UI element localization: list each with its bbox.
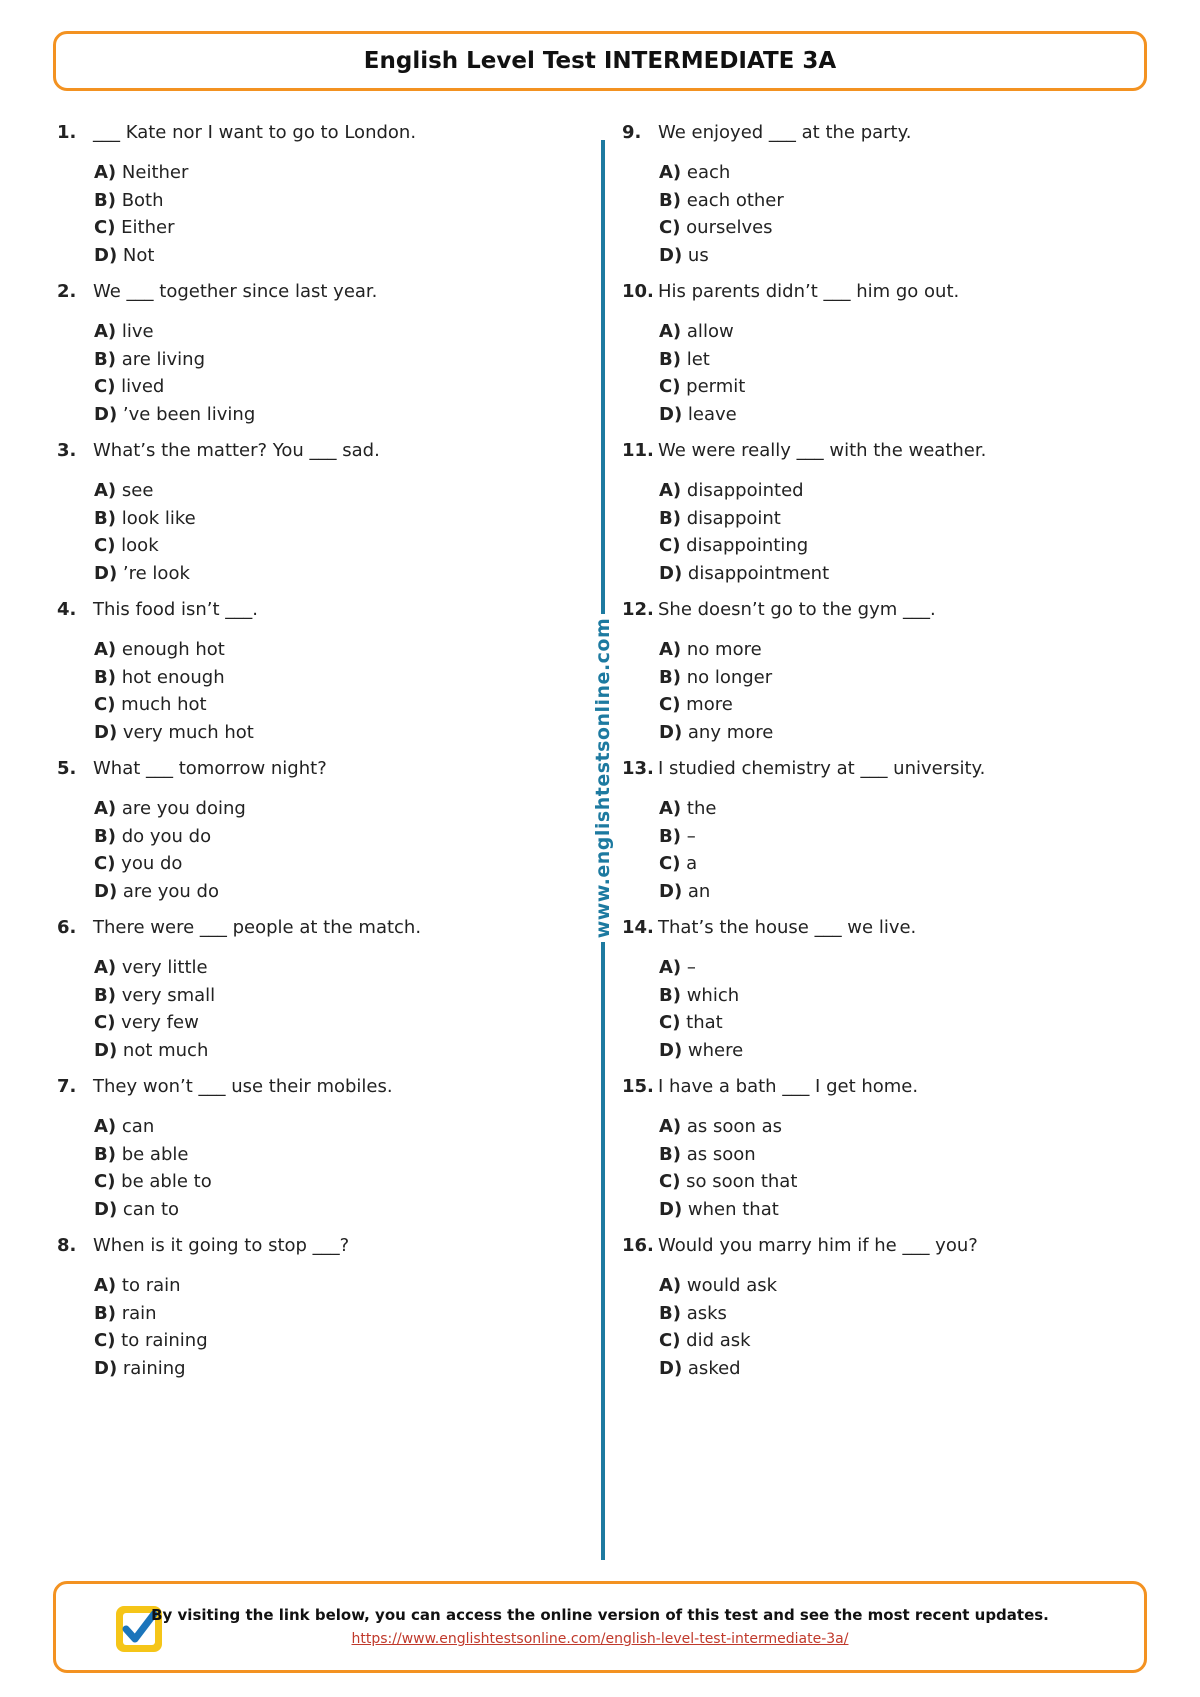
option-text: ’re look [122,562,190,584]
option-letter: D) [659,1357,683,1379]
answer-options [94,1272,557,1382]
question-text: His parents didn’t ___ him go out. [658,281,960,302]
answer-option[interactable] [659,850,1122,878]
option-text: hot enough [121,666,225,688]
column-divider-top [601,140,605,614]
option-text: did ask [686,1330,751,1351]
answer-option[interactable] [659,505,1122,533]
option-text: disappoint [686,507,781,529]
answer-option[interactable] [659,823,1122,851]
answer-option[interactable] [659,187,1122,215]
option-text: leave [687,403,737,425]
question-text: She doesn’t go to the gym ___. [658,599,936,620]
answer-option[interactable] [94,823,557,851]
option-letter: A) [94,1116,117,1137]
question-line [57,757,557,781]
question-line [57,916,557,940]
question-item [57,916,557,1075]
option-text: are living [121,348,206,370]
option-text: as soon [686,1143,756,1165]
answer-option[interactable] [659,1272,1122,1300]
answer-options [94,636,557,746]
question-line [57,439,557,463]
question-number: 2. [57,281,77,302]
option-text: – [686,825,696,847]
option-text: Neither [121,162,189,183]
answer-option[interactable] [94,242,557,270]
answer-options [94,477,557,587]
answer-option[interactable] [659,664,1122,692]
option-text: do you do [121,825,212,847]
answer-options [94,954,557,1064]
option-text: an [687,880,711,902]
option-letter: B) [94,825,116,847]
option-text: very little [121,957,208,978]
option-text: rain [121,1302,157,1324]
answer-option[interactable] [659,1037,1122,1065]
answer-option[interactable] [659,636,1122,664]
option-text: you do [121,853,183,874]
question-line [622,280,1122,304]
option-letter: D) [659,562,683,584]
answer-option[interactable] [659,1196,1122,1224]
answer-option[interactable] [94,1272,557,1300]
option-text: disappointment [687,562,830,584]
answer-option[interactable] [94,214,557,242]
question-number: 1. [57,122,77,143]
option-text: are you doing [121,798,246,819]
option-letter: C) [94,1330,116,1351]
answer-option[interactable] [94,1196,557,1224]
option-letter: D) [94,244,118,266]
option-letter: D) [94,403,118,425]
answer-option[interactable] [94,159,557,187]
option-letter: B) [94,189,116,211]
option-letter: B) [659,189,681,211]
option-letter: A) [94,321,117,342]
answer-options [94,795,557,905]
answer-options [659,477,1122,587]
question-item [622,1234,1122,1393]
option-text: see [121,480,154,501]
answer-option[interactable] [94,505,557,533]
option-text: us [687,244,709,266]
question-number: 12. [622,599,654,620]
option-text: Both [121,189,164,211]
answer-option[interactable] [659,532,1122,560]
answer-option[interactable] [94,795,557,823]
option-letter: C) [659,217,681,238]
question-line [57,598,557,622]
option-letter: A) [94,1275,117,1296]
answer-option[interactable] [94,982,557,1010]
answer-option[interactable] [94,373,557,401]
answer-option[interactable] [659,373,1122,401]
question-item [622,1075,1122,1234]
option-letter: B) [94,984,116,1006]
question-text: I studied chemistry at ___ university. [658,758,986,779]
option-text: which [686,984,740,1006]
question-number: 3. [57,440,77,461]
answer-option[interactable] [94,664,557,692]
question-item [622,280,1122,439]
answer-option[interactable] [659,1141,1122,1169]
answer-options [659,318,1122,428]
answer-option[interactable] [94,636,557,664]
answer-option[interactable] [659,159,1122,187]
option-text: so soon that [686,1171,798,1192]
option-letter: D) [94,562,118,584]
question-text: We ___ together since last year. [93,281,378,302]
option-text: Either [121,217,175,238]
option-letter: A) [94,957,117,978]
question-item [57,280,557,439]
footer-notice: By visiting the link below, you can access the online version of this test and see the most recent updates. [151,1606,1049,1624]
option-letter: A) [659,1116,682,1137]
right-question-column [622,121,1122,1393]
question-text: When is it going to stop ___? [93,1235,350,1256]
option-text: ’ve been living [122,403,256,425]
answer-option[interactable] [94,532,557,560]
option-letter: D) [94,880,118,902]
option-letter: D) [659,721,683,743]
option-text: lived [121,376,165,397]
option-text: very few [121,1012,199,1033]
answer-option[interactable] [94,954,557,982]
option-letter: B) [659,666,681,688]
option-letter: B) [659,984,681,1006]
question-number: 15. [622,1076,654,1097]
option-letter: D) [94,1198,118,1220]
option-text: a [686,853,698,874]
option-text: each [686,162,731,183]
answer-options [94,318,557,428]
question-item [57,1075,557,1234]
question-text: We enjoyed ___ at the party. [658,122,912,143]
answer-options [659,1113,1122,1223]
question-text: That’s the house ___ we live. [658,917,917,938]
option-letter: B) [659,507,681,529]
question-text: We were really ___ with the weather. [658,440,987,461]
option-letter: A) [659,480,682,501]
question-text: What ___ tomorrow night? [93,758,327,779]
option-letter: D) [659,403,683,425]
answer-option[interactable] [659,1113,1122,1141]
option-text: disappointed [686,480,804,501]
answer-option[interactable] [94,1168,557,1196]
answer-option[interactable] [94,346,557,374]
answer-option[interactable] [94,1037,557,1065]
option-text: not much [122,1039,209,1061]
option-text: enough hot [121,639,225,660]
option-text: to raining [121,1330,208,1351]
answer-option[interactable] [94,1009,557,1037]
option-letter: A) [659,1275,682,1296]
question-item [57,439,557,598]
option-letter: C) [94,535,116,556]
option-letter: C) [659,1330,681,1351]
option-letter: C) [94,217,116,238]
answer-option[interactable] [94,850,557,878]
answer-option[interactable] [94,401,557,429]
question-number: 5. [57,758,77,779]
option-text: let [686,348,710,370]
question-item [622,598,1122,757]
option-text: can [121,1116,155,1137]
option-letter: B) [94,507,116,529]
answer-option[interactable] [94,1327,557,1355]
option-text: where [687,1039,744,1061]
answer-options [659,1272,1122,1382]
question-item [57,757,557,916]
option-letter: C) [659,694,681,715]
option-text: very much hot [122,721,254,743]
option-text: Not [122,244,155,266]
answer-option[interactable] [659,1009,1122,1037]
question-text: ___ Kate nor I want to go to London. [93,122,417,143]
question-line [57,1075,557,1099]
question-item [622,121,1122,280]
answer-options [659,159,1122,269]
option-text: that [686,1012,723,1033]
option-letter: A) [94,480,117,501]
answer-option[interactable] [659,954,1122,982]
option-letter: B) [659,1302,681,1324]
footer-test-link[interactable]: https://www.englishtestsonline.com/english-level-test-intermediate-3a/ [351,1631,849,1647]
option-letter: B) [659,1143,681,1165]
option-letter: A) [659,162,682,183]
option-text: – [686,957,696,978]
question-line [622,1075,1122,1099]
column-divider-bottom [601,942,605,1560]
answer-option[interactable] [659,346,1122,374]
option-letter: C) [94,376,116,397]
option-text: each other [686,189,784,211]
question-line [57,121,557,145]
question-number: 9. [622,122,642,143]
answer-option[interactable] [94,878,557,906]
option-text: more [686,694,733,715]
answer-option[interactable] [659,214,1122,242]
option-letter: D) [659,1198,683,1220]
option-text: look like [121,507,196,529]
option-letter: C) [659,535,681,556]
option-text: much hot [121,694,207,715]
option-text: asked [687,1357,741,1379]
option-letter: C) [94,1171,116,1192]
option-letter: C) [94,694,116,715]
answer-option[interactable] [94,719,557,747]
option-text: allow [686,321,734,342]
option-letter: B) [94,1302,116,1324]
option-text: are you do [122,880,219,902]
option-letter: B) [94,1143,116,1165]
option-text: be able [121,1143,189,1165]
option-letter: D) [659,1039,683,1061]
answer-option[interactable] [659,1327,1122,1355]
question-line [622,1234,1122,1258]
option-text: permit [686,376,746,397]
option-letter: C) [659,376,681,397]
option-text: the [686,798,717,819]
question-item [622,439,1122,598]
question-line [57,1234,557,1258]
answer-option[interactable] [659,318,1122,346]
answer-option[interactable] [659,795,1122,823]
option-letter: A) [94,798,117,819]
option-letter: C) [659,1012,681,1033]
option-text: disappointing [686,535,809,556]
question-number: 4. [57,599,77,620]
question-number: 10. [622,281,654,302]
answer-option[interactable] [659,982,1122,1010]
side-website-url: www.englishtestsonline.com [592,617,614,939]
answer-option[interactable] [659,1168,1122,1196]
option-letter: C) [659,853,681,874]
option-letter: D) [94,1039,118,1061]
left-question-column [57,121,557,1393]
question-line [622,598,1122,622]
question-item [622,916,1122,1075]
answer-option[interactable] [94,1141,557,1169]
answer-option[interactable] [94,560,557,588]
answer-option[interactable] [94,477,557,505]
question-text: There were ___ people at the match. [93,917,422,938]
question-number: 7. [57,1076,77,1097]
question-number: 13. [622,758,654,779]
question-line [622,916,1122,940]
option-text: to rain [121,1275,181,1296]
answer-options [94,159,557,269]
question-text: They won’t ___ use their mobiles. [93,1076,393,1097]
answer-option[interactable] [659,691,1122,719]
question-item [57,1234,557,1393]
question-text: This food isn’t ___. [93,599,259,620]
option-text: no more [686,639,762,660]
option-letter: B) [659,825,681,847]
option-letter: A) [659,639,682,660]
option-text: live [121,321,154,342]
answer-option[interactable] [659,1355,1122,1383]
option-text: can to [122,1198,180,1220]
question-number: 16. [622,1235,654,1256]
question-number: 6. [57,917,77,938]
option-text: be able to [121,1171,212,1192]
footer-box [53,1581,1147,1673]
option-letter: B) [659,348,681,370]
option-letter: A) [659,321,682,342]
answer-option[interactable] [94,1355,557,1383]
answer-option[interactable] [94,1300,557,1328]
question-item [57,598,557,757]
answer-option[interactable] [659,878,1122,906]
option-letter: B) [94,348,116,370]
question-line [622,121,1122,145]
question-item [622,757,1122,916]
question-item [57,121,557,280]
option-letter: A) [659,957,682,978]
question-number: 8. [57,1235,77,1256]
option-letter: B) [94,666,116,688]
option-text: no longer [686,666,773,688]
option-text: any more [687,721,774,743]
title-box [53,31,1147,91]
option-letter: A) [94,162,117,183]
option-letter: D) [94,1357,118,1379]
option-letter: D) [659,244,683,266]
option-text: look [121,535,159,556]
option-text: raining [122,1357,186,1379]
answer-option[interactable] [94,318,557,346]
question-number: 11. [622,440,654,461]
option-text: when that [687,1198,779,1220]
option-letter: C) [94,853,116,874]
answer-option[interactable] [94,1113,557,1141]
question-text: What’s the matter? You ___ sad. [93,440,380,461]
option-text: would ask [686,1275,778,1296]
option-letter: C) [94,1012,116,1033]
option-letter: D) [94,721,118,743]
option-text: as soon as [686,1116,782,1137]
answer-option[interactable] [94,187,557,215]
option-text: asks [686,1302,727,1324]
option-letter: A) [94,639,117,660]
answer-options [659,954,1122,1064]
answer-option[interactable] [659,1300,1122,1328]
option-text: ourselves [686,217,773,238]
question-line [622,439,1122,463]
answer-option[interactable] [659,719,1122,747]
answer-option[interactable] [659,560,1122,588]
answer-options [94,1113,557,1223]
question-line [622,757,1122,781]
option-text: very small [121,984,216,1006]
question-text: I have a bath ___ I get home. [658,1076,919,1097]
option-letter: C) [659,1171,681,1192]
page-title: English Level Test INTERMEDIATE 3A [363,48,837,74]
question-text: Would you marry him if he ___ you? [658,1235,978,1256]
answer-option[interactable] [94,691,557,719]
question-number: 14. [622,917,654,938]
answer-option[interactable] [659,242,1122,270]
option-letter: A) [659,798,682,819]
answer-options [659,636,1122,746]
answer-option[interactable] [659,477,1122,505]
answer-option[interactable] [659,401,1122,429]
option-letter: D) [659,880,683,902]
question-line [57,280,557,304]
answer-options [659,795,1122,905]
